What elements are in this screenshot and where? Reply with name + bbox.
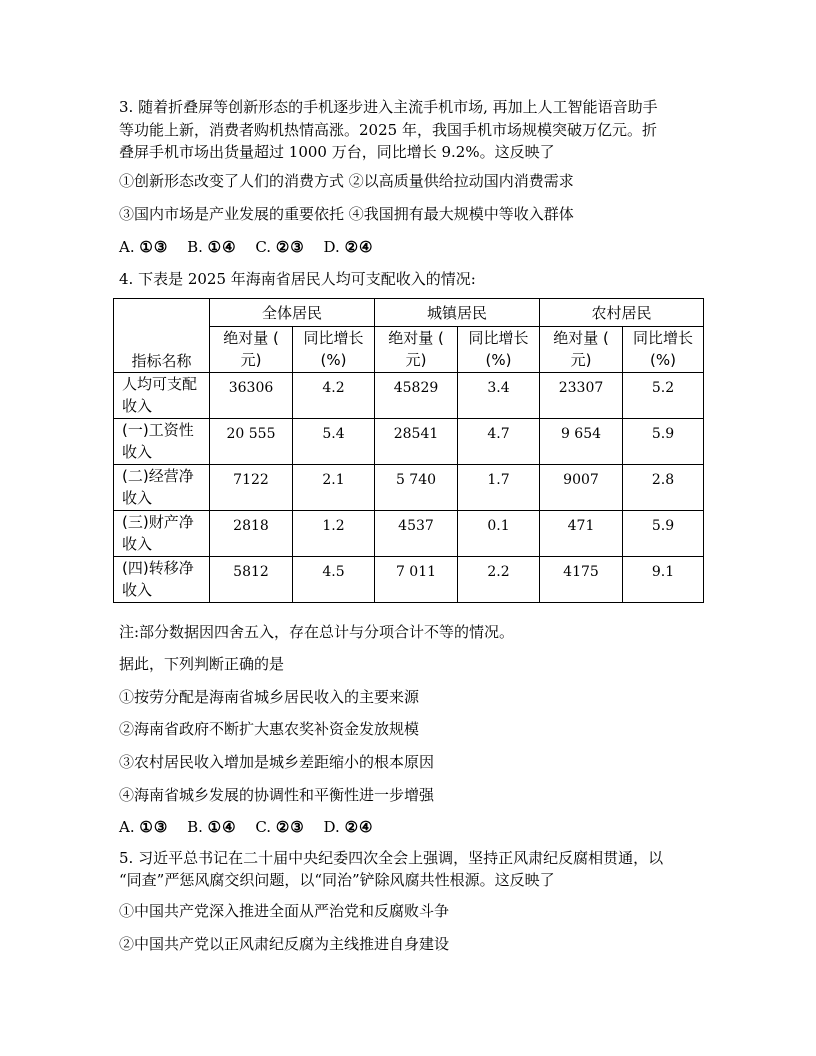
q4-statement-3: ③农村居民收入增加是城乡差距缩小的根本原因 (119, 753, 435, 771)
table-cell: 4175 (540, 557, 623, 603)
table-corner-header: 指标名称 (114, 299, 210, 373)
table-cell: 471 (540, 511, 623, 557)
q4-statement-4: ④海南省城乡发展的协调性和平衡性进一步增强 (119, 786, 435, 804)
q4-statement-2: ②海南省政府不断扩大惠农奖补资金发放规模 (119, 720, 420, 738)
table-cell: 28541 (375, 419, 458, 465)
q3-option-d: D. ②④ (323, 238, 374, 256)
table-cell: 2818 (210, 511, 293, 557)
table-cell: 1.7 (458, 465, 540, 511)
q4-option-b: B. ①④ (187, 818, 237, 836)
q3-statements-2: ③国内市场是产业发展的重要依托 ④我国拥有最大规模中等收入群体 (119, 205, 574, 223)
q3-stem-line-3: 叠屏手机市场出货量超过 1000 万台，同比增长 9.2%。这反映了 (119, 143, 555, 161)
table-header-row (114, 299, 704, 327)
sub-pct-header: 同比增长 (%) (458, 327, 540, 373)
table-cell: 4.7 (458, 419, 540, 465)
table-cell: 23307 (540, 373, 623, 419)
q3-option-c: C. ②③ (255, 238, 305, 256)
table-cell: 20 555 (210, 419, 293, 465)
q3-stem-line-2: 等功能上新，消费者购机热情高涨。2025 年，我国手机市场规模突破万亿元。折 (119, 121, 657, 139)
table-cell: 9 654 (540, 419, 623, 465)
table-cell: 36306 (210, 373, 293, 419)
sub-abs-header: 绝对量 ( 元) (540, 327, 623, 373)
table-cell: 7122 (210, 465, 293, 511)
table-row (114, 557, 704, 603)
q4-option-a: A. ①③ (119, 818, 169, 836)
table-cell: 0.1 (458, 511, 540, 557)
q3-stem-line-1: 3. 随着折叠屏等创新形态的手机逐步进入主流手机市场, 再加上人工智能语音助手 (119, 98, 658, 116)
table-row (114, 373, 704, 419)
q3-option-b: B. ①④ (187, 238, 237, 256)
table-row (114, 465, 704, 511)
q4-prompt: 据此，下列判断正确的是 (119, 655, 285, 673)
q4-table-note: 注:部分数据因四舍五入，存在总计与分项合计不等的情况。 (119, 623, 515, 641)
table-cell: 5.9 (623, 511, 704, 557)
table-row (114, 419, 704, 465)
table-cell: 4.2 (293, 373, 375, 419)
q5-stem-line-1: 5. 习近平总书记在二十届中央纪委四次全会上强调，坚持正风肃纪反腐相贯通，以 (119, 849, 664, 867)
row-label: (四)转移净 收入 (114, 557, 210, 603)
q5-statement-2: ②中国共产党以正风肃纪反腐为主线推进自身建设 (119, 935, 450, 953)
table-cell: 5.9 (623, 419, 704, 465)
sub-abs-header: 绝对量 ( 元) (375, 327, 458, 373)
table-cell: 45829 (375, 373, 458, 419)
table-cell: 5.4 (293, 419, 375, 465)
row-label: 人均可支配 收入 (114, 373, 210, 419)
table-cell: 2.2 (458, 557, 540, 603)
table-cell: 3.4 (458, 373, 540, 419)
q4-intro: 4. 下表是 2025 年海南省居民人均可支配收入的情况: (119, 270, 476, 288)
q5-statement-1: ①中国共产党深入推进全面从严治党和反腐败斗争 (119, 902, 450, 920)
table-cell: 2.1 (293, 465, 375, 511)
sub-abs-header: 绝对量 ( 元) (210, 327, 293, 373)
table-cell: 5.2 (623, 373, 704, 419)
table-row (114, 511, 704, 557)
table-cell: 2.8 (623, 465, 704, 511)
q3-options (119, 236, 387, 258)
row-label: (二)经营净 收入 (114, 465, 210, 511)
table-cell: 9.1 (623, 557, 704, 603)
table-cell: 4537 (375, 511, 458, 557)
q4-statement-1: ①按劳分配是海南省城乡居民收入的主要来源 (119, 688, 420, 706)
group-urban-residents: 城镇居民 (375, 299, 540, 327)
row-label: (三)财产净 收入 (114, 511, 210, 557)
q4-options (119, 816, 387, 838)
table-cell: 4.5 (293, 557, 375, 603)
q5-stem-line-2: “同查”严惩风腐交织问题，以“同治”铲除风腐共性根源。这反映了 (119, 871, 555, 889)
table-cell: 5812 (210, 557, 293, 603)
row-label: (一)工资性 收入 (114, 419, 210, 465)
table-cell: 9007 (540, 465, 623, 511)
q3-option-a: A. ①③ (119, 238, 169, 256)
table-cell: 1.2 (293, 511, 375, 557)
sub-pct-header: 同比增长 (%) (293, 327, 375, 373)
table-cell: 7 011 (375, 557, 458, 603)
income-table (113, 298, 704, 603)
group-rural-residents: 农村居民 (540, 299, 704, 327)
q4-option-c: C. ②③ (255, 818, 305, 836)
table-cell: 5 740 (375, 465, 458, 511)
q3-statements-1: ①创新形态改变了人们的消费方式 ②以高质量供给拉动国内消费需求 (119, 172, 574, 190)
group-all-residents: 全体居民 (210, 299, 375, 327)
sub-pct-header: 同比增长 (%) (623, 327, 704, 373)
q4-option-d: D. ②④ (323, 818, 374, 836)
